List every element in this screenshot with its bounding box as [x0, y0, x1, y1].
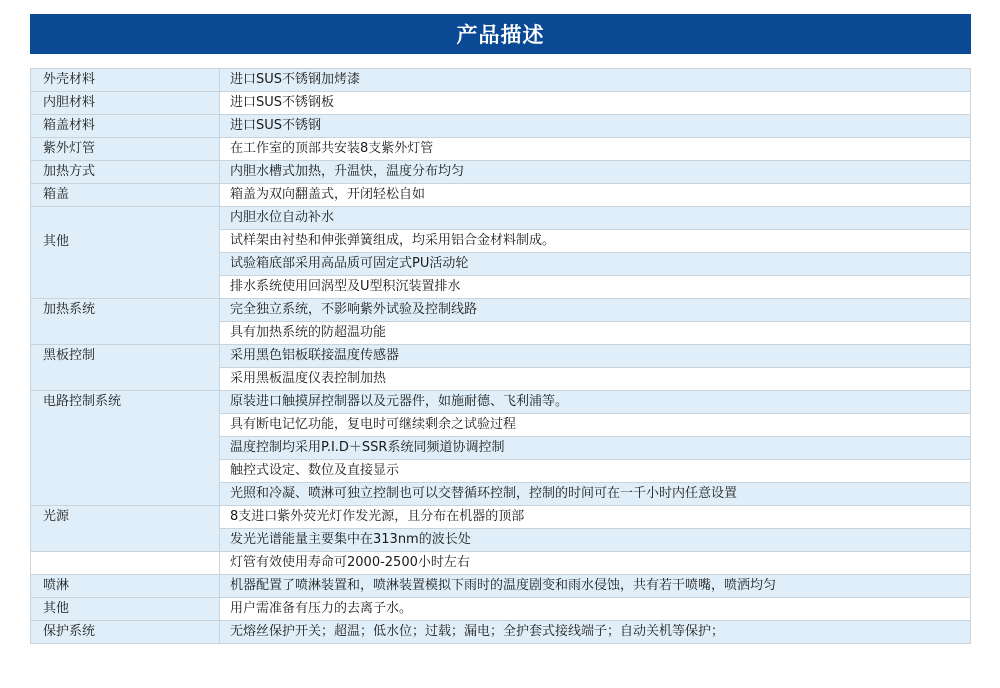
table-row	[31, 184, 971, 207]
row-value: 进口SUS不锈钢板	[220, 92, 971, 115]
table-row	[31, 345, 971, 368]
row-value: 内胆水槽式加热，升温快，温度分布均匀	[220, 161, 971, 184]
row-label: 加热系统	[31, 299, 220, 345]
row-value: 完全独立系统，不影响紫外试验及控制线路	[220, 299, 971, 322]
row-value: 采用黑板温度仪表控制加热	[220, 368, 971, 391]
row-value: 灯管有效使用寿命可2000-2500小时左右	[220, 552, 971, 575]
table-row	[31, 299, 971, 322]
table-row	[31, 552, 971, 575]
row-label: 其他	[31, 598, 220, 621]
row-label: 外壳材料	[31, 69, 220, 92]
row-label	[31, 552, 220, 575]
row-value: 温度控制均采用P.I.D＋SSR系统同频道协调控制	[220, 437, 971, 460]
row-value: 具有断电记忆功能，复电时可继续剩余之试验过程	[220, 414, 971, 437]
row-value: 光照和冷凝、喷淋可独立控制也可以交替循环控制，控制的时间可在一千小时内任意设置	[220, 483, 971, 506]
table-row	[31, 621, 971, 644]
row-value: 无熔丝保护开关；超温；低水位；过载；漏电；全护套式接线端子；自动关机等保护；	[220, 621, 971, 644]
row-label: 其他	[31, 207, 220, 299]
row-value: 8支进口紫外荧光灯作发光源，且分布在机器的顶部	[220, 506, 971, 529]
row-label: 保护系统	[31, 621, 220, 644]
row-label: 紫外灯管	[31, 138, 220, 161]
row-label: 光源	[31, 506, 220, 552]
row-value: 在工作室的顶部共安装8支紫外灯管	[220, 138, 971, 161]
row-value: 进口SUS不锈钢加烤漆	[220, 69, 971, 92]
row-value: 触控式设定、数位及直接显示	[220, 460, 971, 483]
row-label: 喷淋	[31, 575, 220, 598]
row-value: 进口SUS不锈钢	[220, 115, 971, 138]
title-banner	[30, 14, 971, 54]
table-row	[31, 92, 971, 115]
table-row	[31, 575, 971, 598]
table-row	[31, 69, 971, 92]
row-value: 箱盖为双向翻盖式，开闭轻松自如	[220, 184, 971, 207]
table-row	[31, 207, 971, 230]
row-value: 排水系统使用回涡型及U型积沉装置排水	[220, 276, 971, 299]
spec-table	[30, 68, 971, 644]
row-label: 内胆材料	[31, 92, 220, 115]
table-row	[31, 391, 971, 414]
table-row	[31, 598, 971, 621]
row-label: 黑板控制	[31, 345, 220, 391]
row-value: 发光光谱能量主要集中在313nm的波长处	[220, 529, 971, 552]
table-row	[31, 506, 971, 529]
row-value: 内胆水位自动补水	[220, 207, 971, 230]
row-value: 原装进口触摸屏控制器以及元器件，如施耐德、飞利浦等。	[220, 391, 971, 414]
table-row	[31, 138, 971, 161]
row-label: 箱盖	[31, 184, 220, 207]
page-title: 产品描述	[456, 23, 545, 47]
table-row	[31, 161, 971, 184]
table-row	[31, 115, 971, 138]
row-value: 用户需准备有压力的去离子水。	[220, 598, 971, 621]
row-value: 试样架由衬垫和伸张弹簧组成，均采用铝合金材料制成。	[220, 230, 971, 253]
row-value: 机器配置了喷淋装置和，喷淋装置模拟下雨时的温度剧变和雨水侵蚀，共有若干喷嘴，喷洒均匀	[220, 575, 971, 598]
row-label: 电路控制系统	[31, 391, 220, 506]
row-value: 试验箱底部采用高品质可固定式PU活动轮	[220, 253, 971, 276]
row-label: 箱盖材料	[31, 115, 220, 138]
row-value: 具有加热系统的防超温功能	[220, 322, 971, 345]
row-value: 采用黑色铝板联接温度传感器	[220, 345, 971, 368]
row-label: 加热方式	[31, 161, 220, 184]
